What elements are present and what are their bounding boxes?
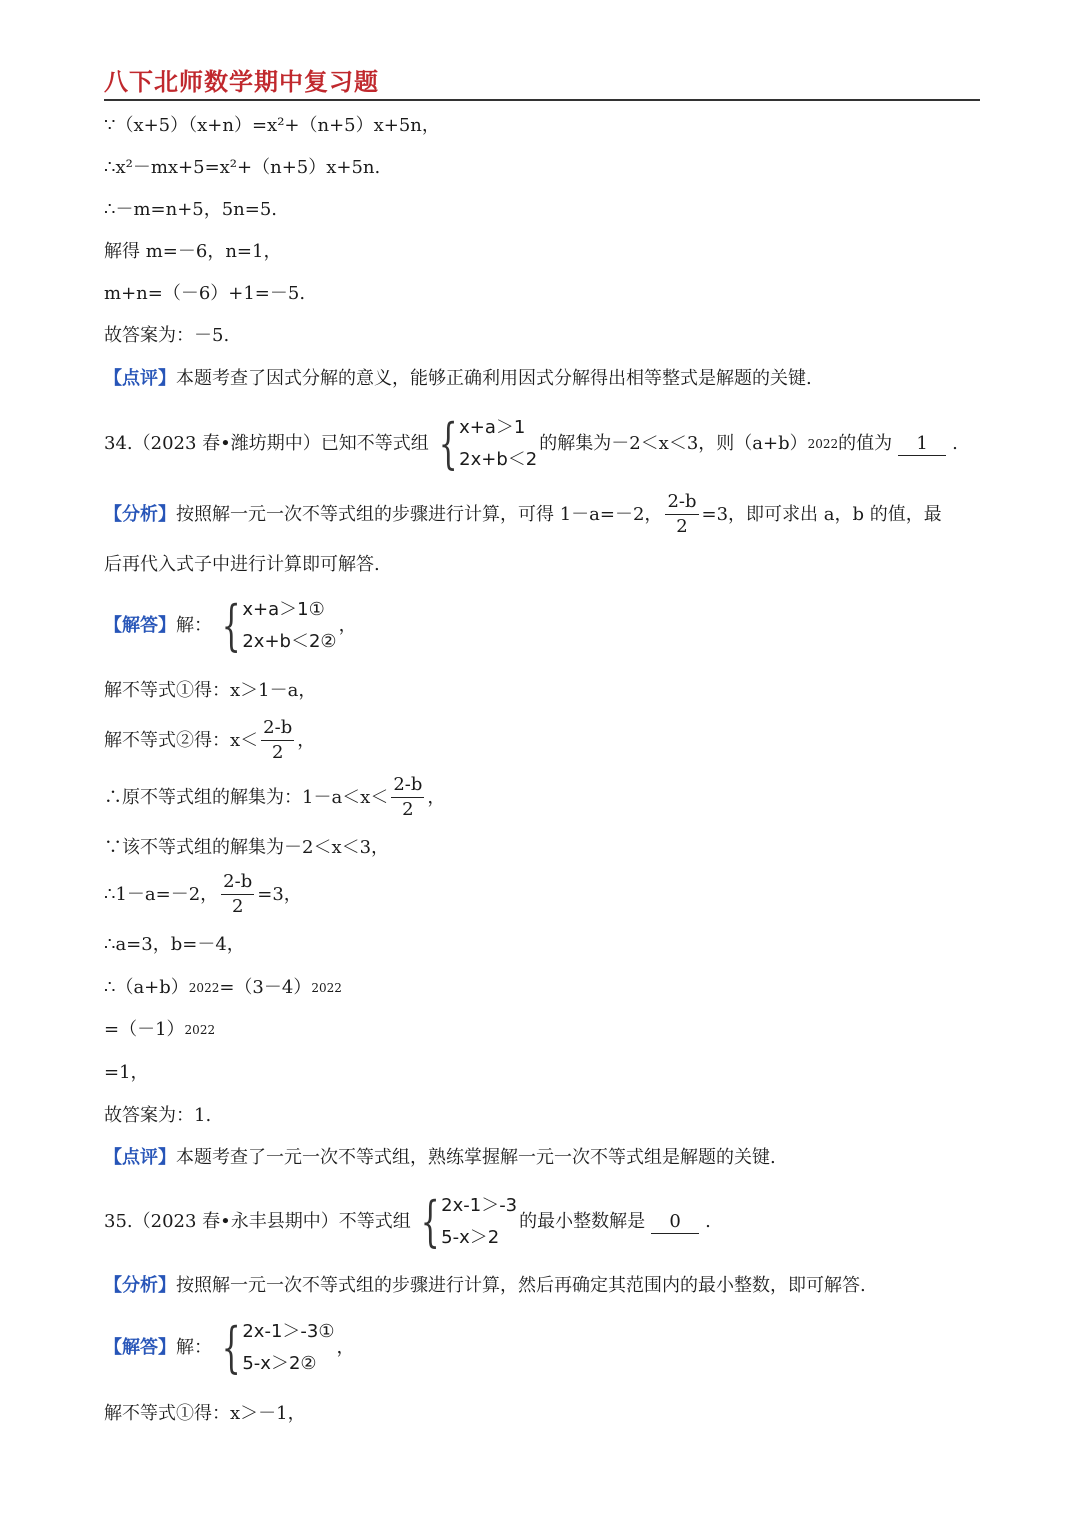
q35-inequality-system bbox=[413, 1190, 517, 1254]
review-tag: 【点评】 bbox=[104, 1147, 176, 1168]
brace-icon: { bbox=[438, 412, 458, 475]
text-line: ∵（x+5）（x+n）=x²+（n+5）x+5n， bbox=[104, 115, 440, 136]
solution-tag: 【解答】 bbox=[104, 1337, 176, 1358]
solution-step bbox=[104, 976, 342, 1000]
solution-inequality-system bbox=[214, 594, 337, 658]
fraction-numerator: 2-b bbox=[665, 490, 698, 515]
step-text: =（－1） bbox=[104, 1019, 185, 1040]
system-line: 2x-1＞-3 bbox=[441, 1195, 518, 1216]
review-line bbox=[104, 1146, 776, 1170]
system-line: 5-x＞2 bbox=[441, 1227, 500, 1248]
analysis-tag: 【分析】 bbox=[104, 1275, 176, 1296]
solution-inequality-system bbox=[214, 1316, 335, 1380]
solution-lead: 解： bbox=[176, 615, 212, 636]
fraction bbox=[391, 773, 424, 822]
solution-step bbox=[104, 773, 445, 822]
fraction-numerator: 2-b bbox=[221, 870, 254, 895]
period: . bbox=[952, 433, 958, 454]
text-line: ∴x²－mx+5=x²+（n+5）x+5n. bbox=[104, 157, 381, 178]
q34-prefix: 34.（2023 春•潍坊期中）已知不等式组 bbox=[104, 433, 429, 454]
text-line: ∵该不等式组的解集为－2＜x＜3， bbox=[104, 837, 390, 858]
fraction-numerator: 2-b bbox=[391, 773, 424, 798]
q34-solution bbox=[104, 594, 357, 658]
step-text: ∴原不等式组的解集为：1－a＜x＜ bbox=[104, 786, 389, 808]
review-text: 本题考查了一元一次不等式组，熟练掌握解一元一次不等式组是解题的关键. bbox=[176, 1147, 776, 1168]
exponent: 2022 bbox=[188, 981, 220, 995]
fraction bbox=[221, 870, 254, 919]
exponent: 2022 bbox=[807, 437, 839, 451]
comma: ， bbox=[336, 1337, 355, 1358]
fraction-denominator: 2 bbox=[676, 516, 688, 537]
brace-icon: { bbox=[221, 1316, 241, 1379]
fraction-numerator: 2-b bbox=[261, 716, 294, 741]
solution-tag: 【解答】 bbox=[104, 615, 176, 636]
step-text: =3， bbox=[257, 883, 302, 905]
review-tag: 【点评】 bbox=[104, 368, 176, 389]
analysis-text: 按照解一元一次不等式组的步骤进行计算，可得 1－a=－2， bbox=[176, 503, 663, 525]
solution-step bbox=[104, 870, 302, 919]
system-line: x+a＞1① bbox=[242, 599, 325, 620]
q35-mid: 的最小整数解是 bbox=[519, 1211, 646, 1232]
brace-icon: { bbox=[420, 1190, 440, 1253]
text-line: 解不等式①得：x＞－1， bbox=[104, 1403, 306, 1424]
system-line: 5-x＞2② bbox=[242, 1353, 317, 1374]
comma: ， bbox=[297, 729, 316, 751]
q34-analysis bbox=[104, 490, 942, 539]
exponent: 2022 bbox=[184, 1023, 216, 1037]
solution-step bbox=[104, 1018, 215, 1042]
question-35 bbox=[104, 1190, 711, 1254]
analysis-text: 按照解一元一次不等式组的步骤进行计算，然后再确定其范围内的最小整数，即可解答. bbox=[176, 1275, 866, 1296]
fraction-denominator: 2 bbox=[402, 799, 414, 820]
exponent: 2022 bbox=[311, 981, 342, 995]
text-line: =1， bbox=[104, 1062, 149, 1083]
text-line: ∴－m=n+5，5n=5. bbox=[104, 199, 278, 220]
q35-analysis bbox=[104, 1274, 866, 1298]
fraction-denominator: 2 bbox=[231, 896, 244, 917]
text-line: ∴a=3，b=－4， bbox=[104, 934, 245, 955]
system-line: x+a＞1 bbox=[459, 417, 526, 438]
system-line: 2x-1＞-3① bbox=[242, 1321, 335, 1342]
system-line: 2x+b＜2② bbox=[242, 631, 337, 652]
fraction-denominator: 2 bbox=[271, 742, 284, 763]
fraction bbox=[261, 716, 294, 765]
page-header-title: 八下北师数学期中复习题 bbox=[104, 68, 379, 96]
q34-inequality-system bbox=[431, 412, 537, 476]
question-34 bbox=[104, 412, 958, 476]
text-line: m+n=（－6）+1=－5. bbox=[104, 283, 306, 304]
analysis-text: =3，即可求出 a，b 的值，最 bbox=[701, 503, 942, 525]
step-text: ∴（a+b） bbox=[104, 977, 189, 998]
header-rule bbox=[104, 99, 980, 101]
solution-step bbox=[104, 716, 315, 765]
q34-mid: 的解集为－2＜x＜3，则（a+b） bbox=[539, 433, 808, 454]
text-line: 故答案为：－5. bbox=[104, 325, 230, 346]
text-line: 解得 m=－6，n=1， bbox=[104, 241, 282, 262]
text-line: 后再代入式子中进行计算即可解答. bbox=[104, 554, 380, 575]
comma: ， bbox=[427, 786, 446, 808]
analysis-tag: 【分析】 bbox=[104, 503, 176, 525]
period: . bbox=[705, 1211, 711, 1232]
text-line: 解不等式①得：x＞1－a， bbox=[104, 680, 317, 701]
answer-blank: 0 bbox=[651, 1211, 699, 1234]
answer-blank: 1 bbox=[898, 433, 946, 456]
step-text: ∴1－a=－2， bbox=[104, 883, 219, 905]
system-line: 2x+b＜2 bbox=[459, 449, 538, 470]
q34-suffix: 的值为 bbox=[838, 433, 893, 454]
comma: ， bbox=[338, 615, 357, 636]
step-text: =（3－4） bbox=[219, 977, 312, 998]
step-text: 解不等式②得：x＜ bbox=[104, 729, 259, 751]
text-line: 故答案为：1. bbox=[104, 1105, 212, 1126]
review-line bbox=[104, 367, 812, 391]
fraction bbox=[665, 490, 698, 539]
solution-lead: 解： bbox=[176, 1337, 212, 1358]
review-text: 本题考查了因式分解的意义，能够正确利用因式分解得出相等整式是解题的关键. bbox=[176, 368, 812, 389]
q35-solution bbox=[104, 1316, 355, 1380]
q35-prefix: 35.（2023 春•永丰县期中）不等式组 bbox=[104, 1211, 411, 1232]
brace-icon: { bbox=[221, 594, 241, 657]
